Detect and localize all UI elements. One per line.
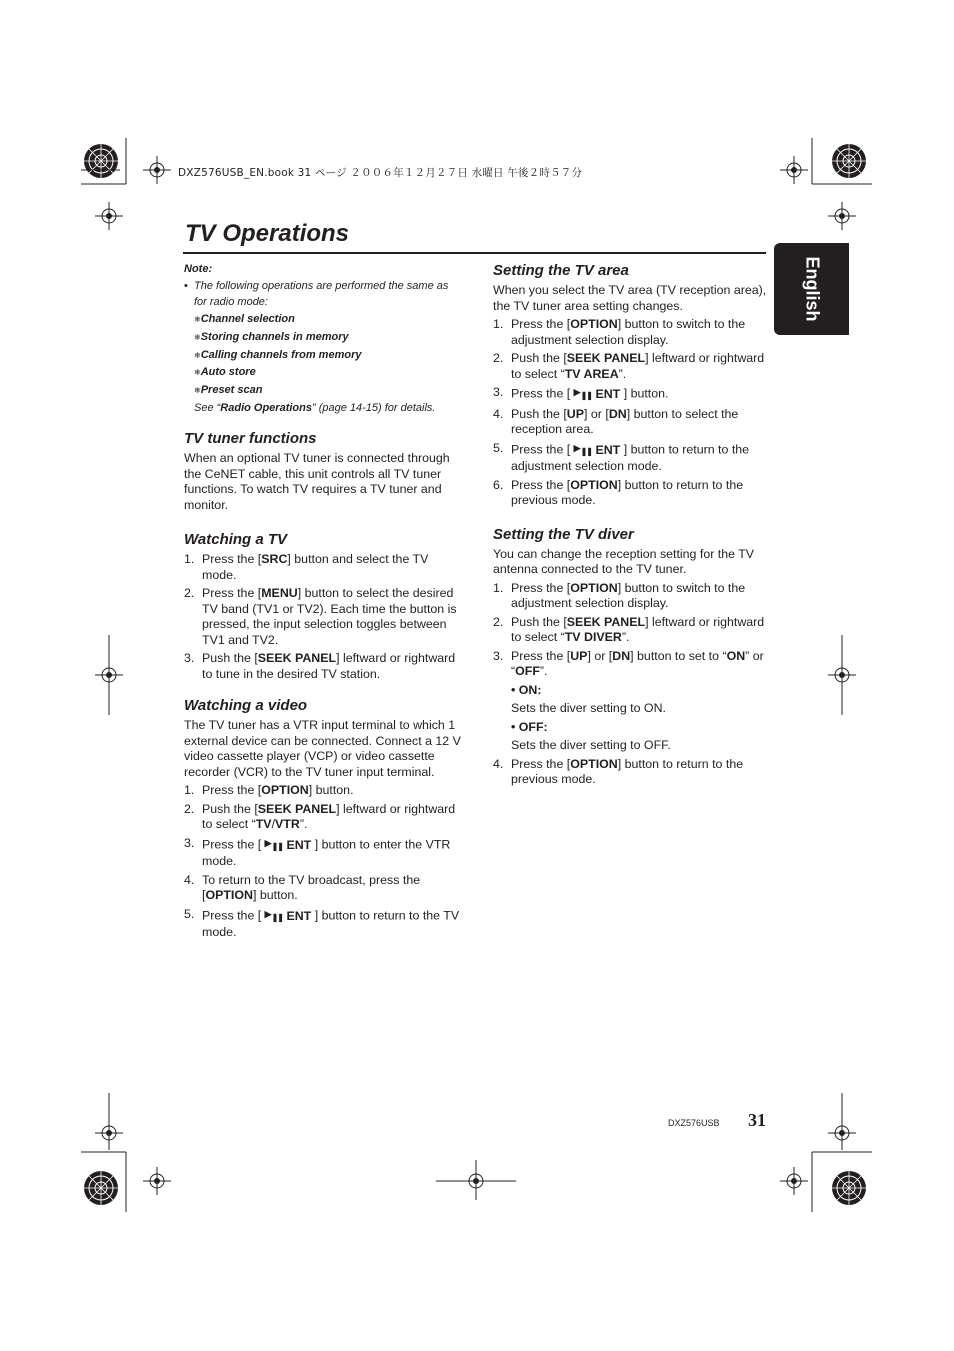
title-divider: [183, 252, 766, 254]
on-option-text: Sets the diver setting to ON.: [511, 701, 666, 715]
on-option-label: • ON:: [511, 682, 542, 697]
watching-tv-heading: Watching a TV: [184, 531, 288, 549]
list-item: 4. Press the [OPTION] button to return to the previous mode.: [493, 756, 744, 786]
list-item: 2. Push the [SEEK PANEL] leftward or rightward to select “TV AREA”.: [493, 351, 765, 381]
list-item: 1. Press the [OPTION] button.: [184, 783, 354, 798]
list-item: 2. Press the [MENU] button to select the desired TV band (TV1 or TV2). Each time the button is pressed, the input selection toggles between TV1 and TV2.: [184, 586, 457, 647]
list-item: 6. Press the [OPTION] button to return to the previous mode.: [493, 477, 744, 507]
left-column: [184, 261, 464, 944]
tv-area-heading: Setting the TV area: [493, 262, 629, 279]
list-item: 5. Press the [ ▶❚❚ ENT ] button to return to the TV mode.: [184, 906, 460, 940]
play-pause-ent-icon: ▶❚❚ ENT: [573, 442, 621, 457]
tuner-section: [184, 430, 464, 513]
tuner-heading: TV tuner functions: [184, 430, 317, 448]
watching-video-section: [184, 697, 464, 941]
list-item: 3. Press the [ ▶❚❚ ENT ] button to enter the VTR mode.: [184, 835, 451, 869]
list-item: 3. Push the [SEEK PANEL] leftward or rightward to tune in the desired TV station.: [184, 651, 456, 681]
language-tab: [774, 243, 849, 335]
note-item: ❄Channel selection: [194, 313, 295, 326]
watching-video-body: The TV tuner has a VTR input terminal to which 1 external device can be connected. Connect a 12 V video cassette player (VCP) or video cassette recorder (VCR) to the TV tuner input terminal.: [184, 718, 461, 779]
list-item: 1. Press the [SRC] button and select the TV mode.: [184, 552, 429, 582]
tv-diver-body: You can change the reception setting for the TV antenna connected to the TV tuner.: [493, 546, 755, 576]
tv-area-body: When you select the TV area (TV reception area), the TV tuner area setting changes.: [493, 283, 767, 313]
list-item: 5. Press the [ ▶❚❚ ENT ] button to return to the adjustment selection mode.: [493, 440, 750, 473]
note-title: Note:: [184, 263, 213, 275]
note-block: [184, 261, 464, 416]
play-pause-ent-icon: ▶❚❚ ENT: [264, 837, 312, 852]
list-item: 4. Push the [UP] or [DN] button to select the reception area.: [493, 406, 739, 436]
play-pause-ent-icon: ▶❚❚ ENT: [573, 387, 621, 401]
note-intro: • The following operations are performed the same as for radio mode:: [184, 279, 449, 309]
play-pause-ent-icon: ▶❚❚ ENT: [264, 908, 312, 923]
list-item: 3. Press the [UP] or [DN] button to set to “ON” or “OFF”.: [493, 648, 764, 678]
list-item: 1. Press the [OPTION] button to switch to the adjustment selection display.: [493, 317, 746, 347]
watching-video-heading: Watching a video: [184, 697, 308, 715]
right-column: [493, 262, 773, 791]
list-item: 1. Press the [OPTION] button to switch to the adjustment selection display.: [493, 580, 746, 610]
language-tab-label: English: [802, 256, 822, 322]
list-item: 3. Press the [ ▶❚❚ ENT ] button.: [493, 385, 773, 404]
print-header: DXZ576USB_EN.book 31 ページ ２００６年１２月２７日 水曜日 午後２時５７分: [178, 167, 583, 179]
note-see-reference: See “Radio Operations” (page 14-15) for details.: [194, 401, 436, 414]
page-number: 31: [748, 1110, 766, 1130]
off-option-text: Sets the diver setting to OFF.: [511, 738, 671, 752]
note-item: ❄Calling channels from memory: [194, 348, 362, 361]
model-code: DXZ576USB: [668, 1118, 720, 1128]
note-item: ❄Auto store: [194, 366, 256, 379]
tv-diver-section: [493, 526, 773, 788]
list-item: 4. To return to the TV broadcast, press the [OPTION] button.: [184, 872, 421, 903]
note-item: ❄Preset scan: [194, 383, 263, 396]
off-option-label: • OFF:: [511, 719, 548, 734]
tv-diver-heading: Setting the TV diver: [493, 525, 634, 543]
tuner-body: When an optional TV tuner is connected through the CeNET cable, this unit controls all TV tuner functions. To watch TV requires a TV tuner and monitor.: [184, 451, 450, 512]
page-title: TV Operations: [185, 220, 350, 247]
note-item: ❄Storing channels in memory: [194, 330, 349, 343]
list-item: 2. Push the [SEEK PANEL] leftward or rightward to select “TV/VTR”.: [184, 801, 456, 832]
tv-area-section: [493, 262, 773, 509]
watching-tv-section: [184, 531, 464, 682]
list-item: 2. Push the [SEEK PANEL] leftward or rightward to select “TV DIVER”.: [493, 614, 765, 644]
